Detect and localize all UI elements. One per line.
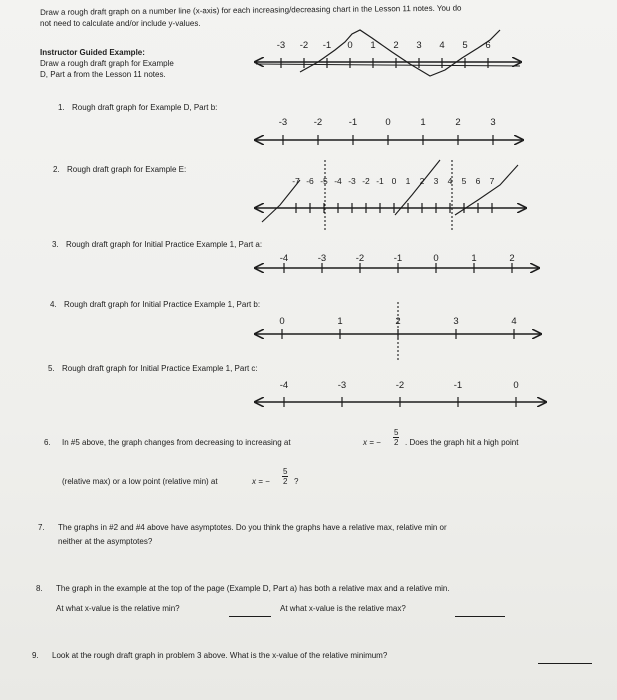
problem-5-number-line <box>256 380 545 407</box>
problem-3-tick-label: -3 <box>317 253 327 264</box>
problem-2-tick-label: 5 <box>461 176 467 186</box>
problem-4-tick-label: 3 <box>453 316 459 327</box>
problem-2-tick-label: -1 <box>376 176 384 186</box>
problem-2-tick-label: -3 <box>348 176 356 186</box>
question-7-line-1: The graphs in #2 and #4 above have asymptotes. Do you think the graphs have a relative max, relative min or <box>58 523 447 532</box>
problem-1-tick-label: 1 <box>420 117 426 128</box>
problem-5-tick-label: -4 <box>279 380 289 391</box>
problem-2-label: Rough draft graph for Example E: <box>67 165 187 174</box>
problem-3-tick-label: -1 <box>393 253 403 264</box>
problem-5-tick-label: -1 <box>453 380 463 391</box>
problem-4-tick-label: 2 <box>395 316 401 327</box>
question-6-number: 6. <box>44 438 51 447</box>
problem-4-tick-label: 1 <box>337 316 343 327</box>
question-6-text-1: In #5 above, the graph changes from decreasing to increasing at <box>62 438 291 447</box>
problem-5-label: Rough draft graph for Initial Practice Example 1, Part c: <box>62 364 258 373</box>
question-8-line-1: The graph in the example at the top of the page (Example D, Part a) has both a relative max and a relative min. <box>56 584 450 593</box>
problem-1-tick-label: -1 <box>348 117 358 128</box>
question-9-number: 9. <box>32 651 39 660</box>
problem-2-tick-label: -7 <box>292 176 300 186</box>
example-line-2: D, Part a from the Lesson 11 notes. <box>40 70 166 79</box>
example-tick-label: 4 <box>439 40 445 51</box>
example-tick-label: 5 <box>462 40 468 51</box>
example-tick-label: -3 <box>276 40 286 51</box>
question-6-fraction <box>393 428 399 447</box>
problem-1-number-line <box>256 117 522 145</box>
problem-3-tick-label: -2 <box>355 253 365 264</box>
problem-4-label: Rough draft graph for Initial Practice Example 1, Part b: <box>64 300 261 309</box>
relative-max-answer-blank[interactable] <box>455 604 505 622</box>
question-6-x-equals: x = − <box>363 438 381 447</box>
problem-2-tick-label: 7 <box>489 176 495 186</box>
problem-5-number: 5. <box>48 364 55 373</box>
example-tick-label: 1 <box>370 40 376 51</box>
question-9-text: Look at the rough draft graph in problem 3 above. What is the x-value of the relative minimum? <box>52 651 388 660</box>
problem-3-number: 3. <box>52 240 59 249</box>
problem-5-tick-label: -3 <box>337 380 347 391</box>
example-tick-label: 0 <box>347 40 353 51</box>
example-tick-label: -2 <box>299 40 309 51</box>
intro-line-1: Draw a rough draft graph on a number line (x-axis) for each increasing/decreasing chart in the Lesson 11 notes. You do <box>40 3 462 17</box>
question-6-text-3: (relative max) or a low point (relative min) at <box>62 477 218 486</box>
question-6-fraction-2 <box>282 467 288 486</box>
problem-1-tick-label: -3 <box>278 117 288 128</box>
problem-1-label: Rough draft graph for Example D, Part b: <box>72 103 218 112</box>
problem-2-number: 2. <box>53 165 60 174</box>
example-line-1: Draw a rough draft graph for Example <box>40 59 174 68</box>
fraction-numerator-2: 5 <box>283 467 288 476</box>
fraction-numerator: 5 <box>394 428 399 437</box>
problem-5-tick-label: 0 <box>513 380 519 391</box>
relative-min-answer-blank[interactable] <box>229 604 271 622</box>
example-tick-label: 2 <box>393 40 399 51</box>
problem-3-tick-label: -4 <box>279 253 289 264</box>
problem-2-tick-label: -5 <box>320 176 328 186</box>
fraction-denominator-2: 2 <box>283 477 288 486</box>
problem-2-tick-label: 6 <box>475 176 481 186</box>
problem-2-tick-label: 3 <box>433 176 439 186</box>
example-number-line <box>256 30 520 76</box>
question-6-x-equals-2: x = − <box>252 477 270 486</box>
relative-minimum-answer-blank[interactable] <box>538 651 592 669</box>
example-tick-label: -1 <box>322 40 332 51</box>
question-7-line-2: neither at the asymptotes? <box>58 537 153 546</box>
problem-3-tick-label: 1 <box>471 253 477 264</box>
fraction-denominator: 2 <box>394 438 399 447</box>
problem-1-tick-label: 2 <box>455 117 461 128</box>
question-7-number: 7. <box>38 523 45 532</box>
problem-5-tick-label: -2 <box>395 380 405 391</box>
problem-4-tick-label: 0 <box>279 316 285 327</box>
intro-line-2: not need to calculate and/or include y-values. <box>40 19 201 28</box>
problem-2-tick-label: -2 <box>362 176 370 186</box>
example-tick-label: 6 <box>485 40 491 51</box>
question-8-number: 8. <box>36 584 43 593</box>
problem-3-label: Rough draft graph for Initial Practice Example 1, Part a: <box>66 240 263 249</box>
problem-2-tick-label: -6 <box>306 176 314 186</box>
problem-1-tick-label: 3 <box>490 117 496 128</box>
problem-3-tick-label: 0 <box>433 253 439 264</box>
problem-2-tick-label: 2 <box>419 176 425 186</box>
example-tick-label: 3 <box>416 40 422 51</box>
problem-2-tick-label: 4 <box>447 176 453 186</box>
problem-2-sketch <box>262 160 518 232</box>
question-6-text-2: . Does the graph hit a high point <box>405 438 519 447</box>
example-sketch-curve <box>300 30 500 76</box>
problem-4-number: 4. <box>50 300 57 309</box>
problem-2-tick-label: -4 <box>334 176 342 186</box>
problem-3-number-line <box>256 253 538 273</box>
question-6-text-4: ? <box>294 477 299 486</box>
problem-2-tick-label: 1 <box>405 176 411 186</box>
problem-3-tick-label: 2 <box>509 253 515 264</box>
example-number-line <box>277 40 491 68</box>
problem-1-tick-label: -2 <box>313 117 323 128</box>
problem-1-tick-label: 0 <box>385 117 391 128</box>
problem-2-tick-label: 0 <box>391 176 397 186</box>
problem-2-number-line <box>256 176 525 213</box>
question-8-line-2b: At what x-value is the relative max? <box>280 604 406 613</box>
question-8-line-2a: At what x-value is the relative min? <box>56 604 180 613</box>
example-heading: Instructor Guided Example: <box>40 48 145 57</box>
problem-4-tick-label: 4 <box>511 316 517 327</box>
problem-1-number: 1. <box>58 103 65 112</box>
